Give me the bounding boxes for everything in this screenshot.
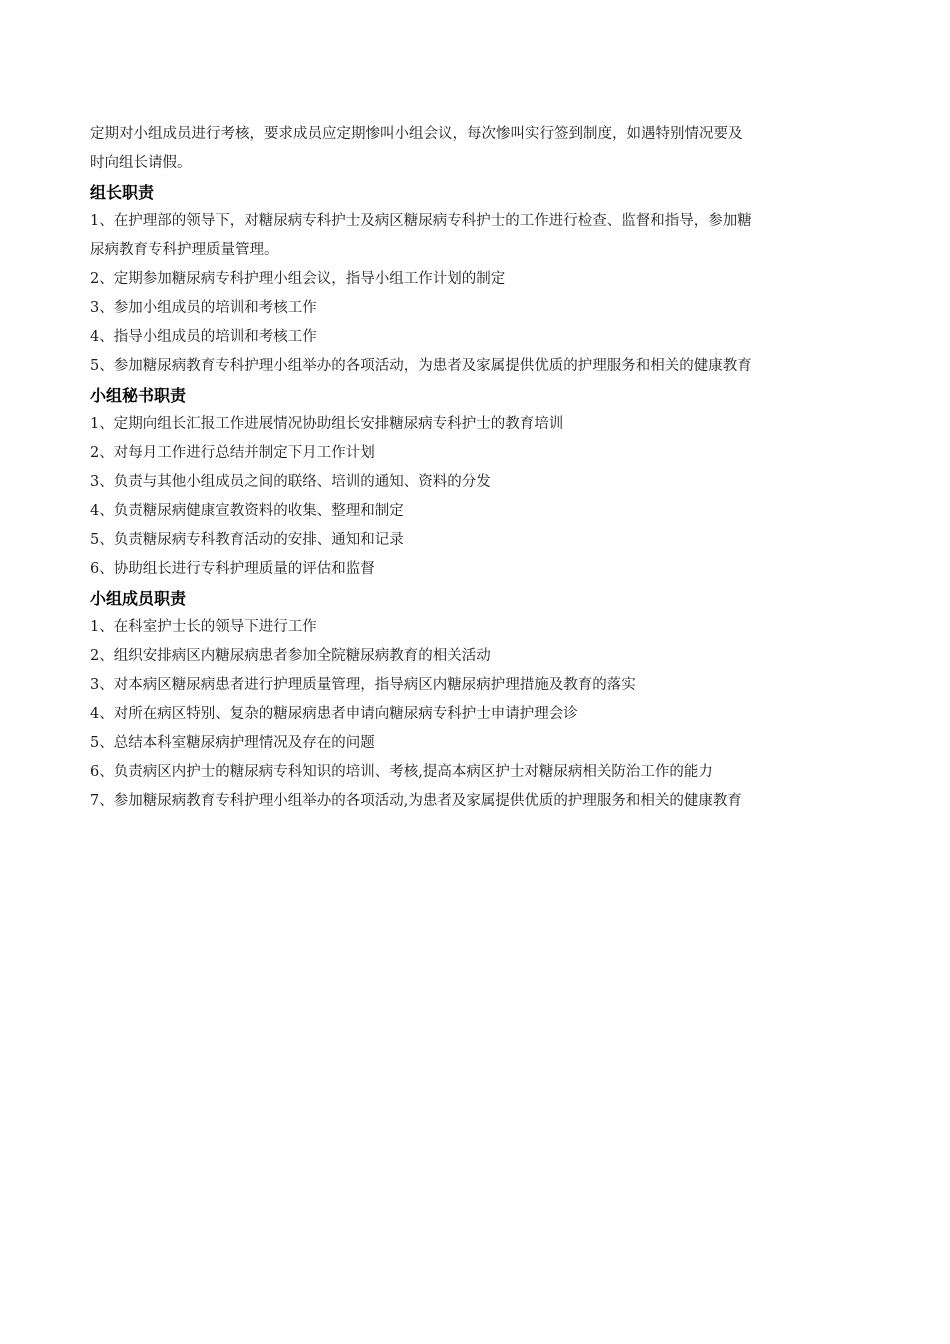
secretary-item: 1、定期向组长汇报工作进展情况协助组长安排糖尿病专科护士的教育培训 — [90, 416, 564, 432]
section-heading-secretary: 小组秘书职责 — [90, 386, 187, 405]
secretary-item: 2、对每月工作进行总结并制定下月工作计划 — [90, 445, 375, 461]
leader-item: 4、指导小组成员的培训和考核工作 — [90, 329, 317, 345]
member-item: 5、总结本科室糖尿病护理情况及存在的问题 — [90, 735, 375, 751]
member-item: 3、对本病区糖尿病患者进行护理质量管理，指导病区内糖尿病护理措施及教育的落实 — [90, 677, 636, 693]
member-item: 4、对所在病区特别、复杂的糖尿病患者申请向糖尿病专科护士申请护理会诊 — [90, 706, 578, 722]
member-item: 2、组织安排病区内糖尿病患者参加全院糖尿病教育的相关活动 — [90, 648, 491, 664]
member-item: 7、参加糖尿病教育专科护理小组举办的各项活动,为患者及家属提供优质的护理服务和相关的健康教育 — [90, 793, 742, 809]
secretary-item: 6、协助组长进行专科护理质量的评估和监督 — [90, 561, 375, 577]
secretary-item: 3、负责与其他小组成员之间的联络、培训的通知、资料的分发 — [90, 474, 491, 490]
secretary-item: 4、负责糖尿病健康宣教资料的收集、整理和制定 — [90, 503, 404, 519]
leader-item: 尿病教育专科护理质量管理。 — [90, 242, 279, 258]
intro-line-1: 定期对小组成员进行考核，要求成员应定期惨叫小组会议，每次惨叫实行签到制度，如遇特别情况要及 — [90, 126, 743, 142]
document-page — [90, 120, 870, 816]
leader-item: 5、参加糖尿病教育专科护理小组举办的各项活动，为患者及家属提供优质的护理服务和相关的健康教育 — [90, 358, 752, 374]
secretary-item: 5、负责糖尿病专科教育活动的安排、通知和记录 — [90, 532, 404, 548]
intro-line-2: 时向组长请假。 — [90, 155, 192, 171]
section-heading-leader: 组长职责 — [90, 183, 155, 202]
leader-item: 3、参加小组成员的培训和考核工作 — [90, 300, 317, 316]
member-item: 6、负责病区内护士的糖尿病专科知识的培训、考核,提高本病区护士对糖尿病相关防治工作的能力 — [90, 764, 713, 780]
member-item: 1、在科室护士长的领导下进行工作 — [90, 619, 317, 635]
leader-item: 2、定期参加糖尿病专科护理小组会议，指导小组工作计划的制定 — [90, 271, 506, 287]
section-heading-members: 小组成员职责 — [90, 589, 187, 608]
leader-item: 1、在护理部的领导下，对糖尿病专科护士及病区糖尿病专科护士的工作进行检查、监督和指导，参加糖 — [90, 213, 752, 229]
